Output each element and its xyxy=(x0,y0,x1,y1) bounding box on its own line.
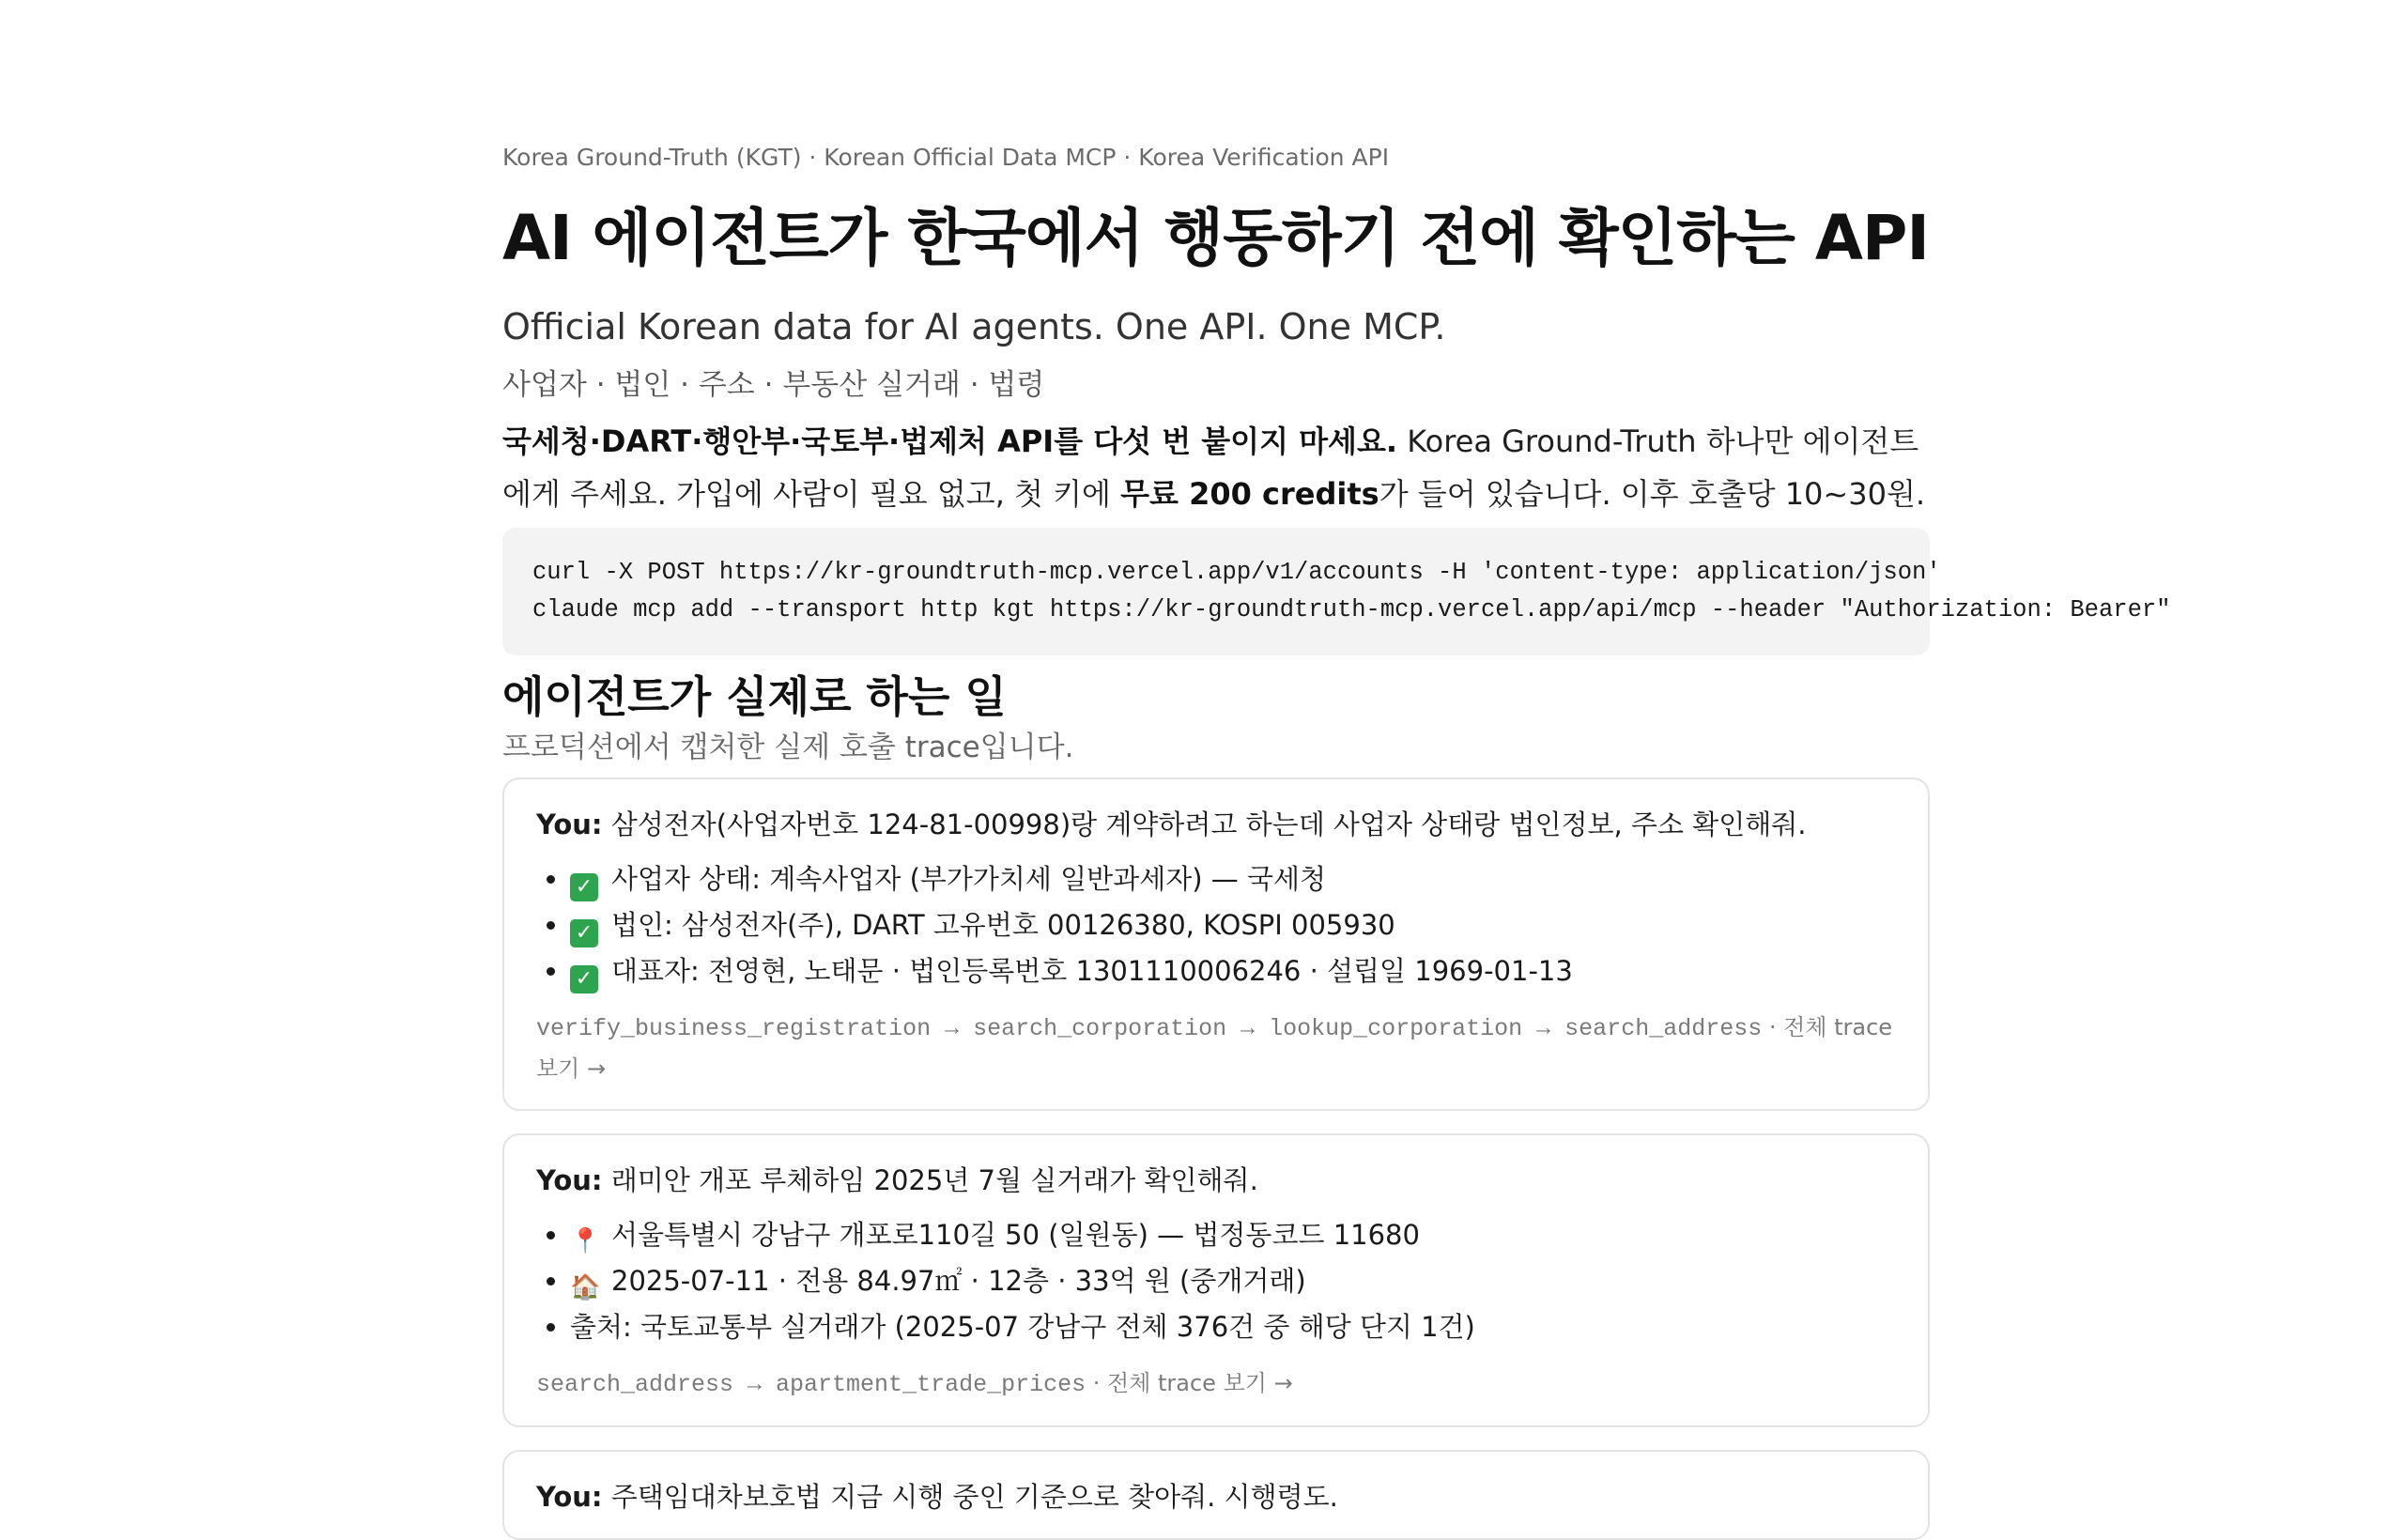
example-card xyxy=(502,1133,1930,1427)
full-trace-link[interactable]: · 전체 trace 보기 → xyxy=(1086,1370,1293,1396)
result-list xyxy=(536,856,1896,994)
user-prompt xyxy=(536,1160,1896,1201)
code-line-curl[interactable]: curl -X POST https://kr-groundtruth-mcp.vercel.app/v1/accounts -H 'content-type: application/json' xyxy=(532,559,1941,586)
result-item xyxy=(570,902,1896,948)
intro-text-1: Korea Ground-Truth 하나만 에이전트에게 주세요. 가입에 사람이 필요 없고, 첫 키에 xyxy=(502,424,1919,512)
intro-text-2: 가 들어 있습니다. 이후 호출당 10~30원. xyxy=(1379,476,1926,512)
you-label: You: xyxy=(536,1481,603,1513)
intro-bold-2: 무료 200 credits xyxy=(1120,476,1379,512)
section-subtitle: 프로덕션에서 캡처한 실제 호출 trace입니다. xyxy=(502,731,1074,764)
section-title: 에이전트가 실제로 하는 일 xyxy=(502,671,1007,722)
user-prompt xyxy=(536,804,1896,845)
intro-bold-1: 국세청·DART·행안부·국토부·법제처 API를 다섯 번 붙이지 마세요. xyxy=(502,424,1398,459)
result-text: 사업자 상태: 계속사업자 (부가가치세 일반과세자) — 국세청 xyxy=(611,863,1327,895)
you-label: You: xyxy=(536,1164,603,1196)
intro-paragraph xyxy=(502,415,1930,520)
trace-line xyxy=(536,1363,1896,1405)
result-item xyxy=(570,1212,1896,1258)
check-icon: ✓ xyxy=(570,919,598,947)
example-card xyxy=(502,1450,1930,1540)
result-text: 대표자: 전영현, 노태문 · 법인등록번호 1301110006246 · 설립일 1969-01-13 xyxy=(611,955,1573,987)
check-icon: ✓ xyxy=(570,873,598,901)
result-text: 2025-07-11 · 전용 84.97㎡ · 12층 · 33억 원 (중개거래) xyxy=(611,1265,1306,1297)
result-text: 서울특별시 강남구 개포로110길 50 (일원동) — 법정동코드 11680 xyxy=(611,1219,1420,1251)
result-item xyxy=(570,856,1896,902)
prompt-text: 래미안 개포 루체하임 2025년 7월 실거래가 확인해줘. xyxy=(602,1164,1258,1196)
pin-icon: 📍 xyxy=(570,1227,601,1255)
result-text: 법인: 삼성전자(주), DART 고유번호 00126380, KOSPI 005930 xyxy=(611,909,1395,941)
code-block[interactable] xyxy=(502,528,2171,655)
tool-chain: search_address → apartment_trade_prices xyxy=(536,1371,1086,1398)
landing-page xyxy=(502,141,2171,1540)
result-item xyxy=(570,948,1896,994)
user-prompt xyxy=(536,1476,1896,1517)
prompt-text: 주택임대차보호법 지금 시행 중인 기준으로 찾아줘. 시행령도. xyxy=(602,1481,1338,1513)
eyebrow-text: Korea Ground-Truth (KGT) · Korean Official Data MCP · Korea Verification API xyxy=(502,144,1390,171)
result-list xyxy=(536,1212,1896,1350)
page-title: AI 에이전트가 한국에서 행동하기 전에 확인하는 API xyxy=(502,202,1929,274)
full-trace-link[interactable]: · 전체 trace 보기 → xyxy=(536,1014,1893,1082)
result-item xyxy=(570,1304,1896,1350)
code-line-claude-mcp[interactable]: claude mcp add --transport http kgt https://kr-groundtruth-mcp.vercel.app/api/mcp --header "Authorization: Bearer" xyxy=(532,596,2171,624)
tool-chain: verify_business_registration → search_corporation → lookup_corporation → search_address xyxy=(536,1015,1763,1042)
category-list: 사업자 · 법인 · 주소 · 부동산 실거래 · 법령 xyxy=(502,368,1045,402)
prompt-text: 삼성전자(사업자번호 124-81-00998)랑 계약하려고 하는데 사업자 상태랑 법인정보, 주소 확인해줘. xyxy=(602,808,1807,840)
check-icon: ✓ xyxy=(570,965,598,993)
result-item xyxy=(570,1258,1896,1304)
page-subtitle: Official Korean data for AI agents. One API. One MCP. xyxy=(502,306,1446,347)
you-label: You: xyxy=(536,808,603,840)
result-text: 출처: 국토교통부 실거래가 (2025-07 강남구 전체 376건 중 해당 단지 1건) xyxy=(570,1311,1475,1343)
example-card xyxy=(502,778,1930,1111)
trace-line xyxy=(536,1008,1896,1088)
house-icon: 🏠 xyxy=(570,1273,601,1301)
